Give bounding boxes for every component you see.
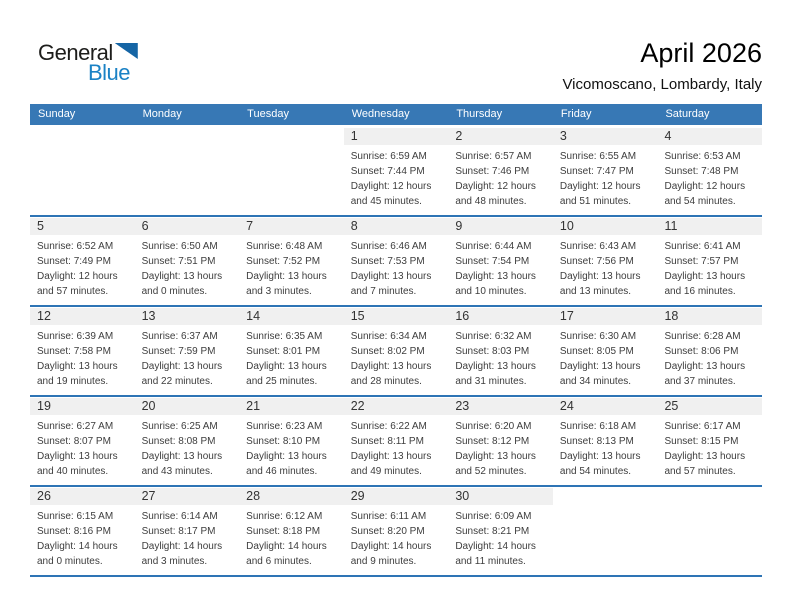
sunrise-text: Sunrise: 6:44 AM: [455, 241, 532, 252]
day-details: [448, 505, 553, 569]
day-number: 28: [239, 488, 344, 505]
day-cell-25: [657, 397, 762, 485]
day-number: 14: [239, 308, 344, 325]
daylight-text-line1: Daylight: 13 hours: [141, 451, 223, 462]
daylight-text-line2: and 11 minutes.: [455, 556, 526, 567]
weekday-header-sunday: Sunday: [38, 108, 76, 120]
day-cell-8: [344, 217, 449, 305]
sunset-text: Sunset: 8:18 PM: [246, 526, 321, 537]
day-number: 9: [448, 218, 553, 235]
sunset-text: Sunset: 8:17 PM: [141, 526, 216, 537]
sunrise-text: Sunrise: 6:28 AM: [664, 331, 741, 342]
day-details: [30, 415, 135, 479]
day-cell-18: [657, 307, 762, 395]
sunrise-text: Sunrise: 6:35 AM: [246, 331, 323, 342]
sunset-text: Sunset: 7:52 PM: [246, 256, 321, 267]
day-number: 3: [553, 128, 658, 145]
weekday-header-monday: Monday: [142, 108, 182, 120]
title-block: [562, 38, 762, 93]
day-cell-9: [448, 217, 553, 305]
day-cell-2: [448, 127, 553, 215]
logo-text-blue: Blue: [88, 60, 131, 85]
daylight-text-line2: and 0 minutes.: [141, 286, 208, 297]
daylight-text-line1: Daylight: 12 hours: [455, 181, 536, 192]
day-details: [135, 325, 240, 389]
day-number: 15: [344, 308, 449, 325]
sunset-text: Sunset: 7:51 PM: [141, 256, 216, 267]
day-cell-7: [239, 217, 344, 305]
weekday-header-friday: Friday: [560, 108, 592, 120]
weekday-header-tuesday: Tuesday: [247, 108, 289, 120]
sunset-text: Sunset: 7:54 PM: [455, 256, 530, 267]
sunrise-text: Sunrise: 6:18 AM: [559, 421, 637, 432]
day-details: [239, 235, 344, 299]
sunset-text: Sunset: 8:16 PM: [37, 526, 111, 537]
daylight-text-line1: Daylight: 13 hours: [37, 451, 118, 462]
daylight-text-line2: and 46 minutes.: [246, 466, 318, 477]
sunrise-text: Sunrise: 6:43 AM: [559, 241, 637, 252]
day-cell-22: [344, 397, 449, 485]
sunrise-text: Sunrise: 6:30 AM: [559, 331, 637, 342]
weekday-header-saturday: Saturday: [665, 108, 710, 120]
sunset-text: Sunset: 8:13 PM: [559, 436, 634, 447]
daylight-text-line1: Daylight: 14 hours: [37, 541, 118, 552]
day-cell-empty: [239, 127, 344, 215]
day-details: [657, 145, 762, 209]
calendar: [30, 104, 762, 577]
day-number: 13: [135, 308, 240, 325]
daylight-text-line2: and 45 minutes.: [350, 196, 422, 207]
day-cell-4: [657, 127, 762, 215]
sunset-text: Sunset: 7:44 PM: [350, 166, 425, 177]
sunset-text: Sunset: 7:58 PM: [37, 346, 111, 357]
day-details: [553, 145, 658, 209]
daylight-text-line2: and 54 minutes.: [559, 466, 632, 477]
day-number: 18: [657, 308, 762, 325]
day-details: [448, 325, 553, 389]
day-cell-15: [344, 307, 449, 395]
daylight-text-line2: and 19 minutes.: [37, 376, 109, 387]
day-number: 10: [553, 218, 658, 235]
day-number: 25: [657, 398, 762, 415]
day-number: 20: [135, 398, 240, 415]
day-details: [135, 235, 240, 299]
week-row: [30, 215, 762, 305]
calendar-grid: [30, 125, 762, 575]
day-number: 4: [657, 128, 762, 145]
day-cell-1: [344, 127, 449, 215]
sunset-text: Sunset: 8:06 PM: [664, 346, 739, 357]
sunrise-text: Sunrise: 6:25 AM: [141, 421, 218, 432]
sunset-text: Sunset: 7:46 PM: [455, 166, 530, 177]
day-number: 1: [344, 128, 449, 145]
daylight-text-line2: and 7 minutes.: [350, 286, 417, 297]
daylight-text-line2: and 16 minutes.: [664, 286, 736, 297]
daylight-text-line2: and 57 minutes.: [37, 286, 109, 297]
sunrise-text: Sunrise: 6:46 AM: [350, 241, 427, 252]
day-details: [657, 235, 762, 299]
daylight-text-line1: Daylight: 13 hours: [350, 451, 432, 462]
day-cell-30: [448, 487, 553, 575]
weekday-header-row: [30, 104, 762, 125]
day-number: 24: [553, 398, 658, 415]
daylight-text-line2: and 49 minutes.: [350, 466, 422, 477]
daylight-text-line2: and 37 minutes.: [664, 376, 736, 387]
day-details: [344, 505, 449, 569]
sunrise-text: Sunrise: 6:39 AM: [37, 331, 114, 342]
day-cell-empty: [135, 127, 240, 215]
day-cell-10: [553, 217, 658, 305]
sunrise-text: Sunrise: 6:52 AM: [37, 241, 114, 252]
day-cell-11: [657, 217, 762, 305]
sunrise-text: Sunrise: 6:41 AM: [664, 241, 741, 252]
page-header: [0, 0, 792, 104]
sunrise-text: Sunrise: 6:32 AM: [455, 331, 532, 342]
daylight-text-line2: and 6 minutes.: [246, 556, 312, 567]
daylight-text-line1: Daylight: 13 hours: [559, 451, 641, 462]
day-cell-21: [239, 397, 344, 485]
week-row: [30, 485, 762, 575]
daylight-text-line1: Daylight: 13 hours: [141, 271, 223, 282]
day-cell-28: [239, 487, 344, 575]
day-cell-26: [30, 487, 135, 575]
sunrise-text: Sunrise: 6:59 AM: [350, 151, 427, 162]
day-number: 8: [344, 218, 449, 235]
daylight-text-line1: Daylight: 13 hours: [559, 271, 641, 282]
weekday-header-thursday: Thursday: [456, 108, 503, 120]
sunset-text: Sunset: 8:03 PM: [455, 346, 530, 357]
daylight-text-line1: Daylight: 13 hours: [664, 451, 746, 462]
sunset-text: Sunset: 8:01 PM: [246, 346, 321, 357]
sunset-text: Sunset: 8:05 PM: [559, 346, 634, 357]
daylight-text-line2: and 3 minutes.: [246, 286, 312, 297]
day-number: 5: [30, 218, 135, 235]
day-cell-3: [553, 127, 658, 215]
sunrise-text: Sunrise: 6:55 AM: [559, 151, 637, 162]
daylight-text-line2: and 40 minutes.: [37, 466, 109, 477]
sunset-text: Sunset: 8:11 PM: [350, 436, 424, 447]
sunset-text: Sunset: 8:07 PM: [37, 436, 111, 447]
day-cell-20: [135, 397, 240, 485]
daylight-text-line2: and 57 minutes.: [664, 466, 736, 477]
day-number: 22: [344, 398, 449, 415]
page-title: April 2026: [640, 38, 762, 68]
daylight-text-line1: Daylight: 13 hours: [455, 271, 536, 282]
day-number: 7: [239, 218, 344, 235]
daylight-text-line1: Daylight: 14 hours: [141, 541, 223, 552]
day-number: 19: [30, 398, 135, 415]
daylight-text-line1: Daylight: 13 hours: [37, 361, 118, 372]
daylight-text-line1: Daylight: 12 hours: [559, 181, 641, 192]
sunset-text: Sunset: 8:12 PM: [455, 436, 530, 447]
logo: [38, 40, 138, 86]
daylight-text-line1: Daylight: 13 hours: [246, 271, 327, 282]
day-details: [344, 325, 449, 389]
day-cell-24: [553, 397, 658, 485]
day-details: [553, 325, 658, 389]
daylight-text-line2: and 34 minutes.: [559, 376, 632, 387]
day-details: [448, 145, 553, 209]
sunrise-text: Sunrise: 6:17 AM: [664, 421, 741, 432]
day-details: [657, 415, 762, 479]
sunrise-text: Sunrise: 6:12 AM: [246, 511, 323, 522]
sunrise-text: Sunrise: 6:23 AM: [246, 421, 323, 432]
sunset-text: Sunset: 7:53 PM: [350, 256, 425, 267]
sunrise-text: Sunrise: 6:57 AM: [455, 151, 532, 162]
daylight-text-line2: and 51 minutes.: [559, 196, 632, 207]
week-row: [30, 125, 762, 215]
daylight-text-line2: and 31 minutes.: [455, 376, 527, 387]
day-cell-17: [553, 307, 658, 395]
sunrise-text: Sunrise: 6:48 AM: [246, 241, 323, 252]
daylight-text-line1: Daylight: 13 hours: [455, 451, 536, 462]
day-cell-19: [30, 397, 135, 485]
day-details: [448, 235, 553, 299]
daylight-text-line2: and 13 minutes.: [559, 286, 632, 297]
sunset-text: Sunset: 8:02 PM: [350, 346, 425, 357]
sunrise-text: Sunrise: 6:09 AM: [455, 511, 532, 522]
day-cell-29: [344, 487, 449, 575]
day-details: [657, 325, 762, 389]
day-cell-empty: [657, 487, 762, 575]
sunset-text: Sunset: 7:47 PM: [559, 166, 634, 177]
daylight-text-line2: and 25 minutes.: [246, 376, 318, 387]
day-cell-6: [135, 217, 240, 305]
daylight-text-line1: Daylight: 13 hours: [350, 361, 432, 372]
day-number: 23: [448, 398, 553, 415]
day-details: [135, 415, 240, 479]
day-cell-14: [239, 307, 344, 395]
day-details: [553, 415, 658, 479]
day-details: [30, 505, 135, 569]
daylight-text-line1: Daylight: 13 hours: [350, 271, 432, 282]
sunset-text: Sunset: 7:48 PM: [664, 166, 739, 177]
day-details: [344, 145, 449, 209]
day-details: [344, 415, 449, 479]
day-details: [30, 325, 135, 389]
sunrise-text: Sunrise: 6:53 AM: [664, 151, 741, 162]
logo-triangle-icon: [115, 43, 138, 59]
daylight-text-line1: Daylight: 13 hours: [455, 361, 536, 372]
daylight-text-line1: Daylight: 13 hours: [246, 361, 327, 372]
day-number: 27: [135, 488, 240, 505]
day-number: 6: [135, 218, 240, 235]
day-cell-12: [30, 307, 135, 395]
daylight-text-line2: and 3 minutes.: [141, 556, 208, 567]
daylight-text-line2: and 10 minutes.: [455, 286, 527, 297]
day-number: 2: [448, 128, 553, 145]
daylight-text-line2: and 0 minutes.: [37, 556, 103, 567]
sunrise-text: Sunrise: 6:15 AM: [37, 511, 114, 522]
daylight-text-line1: Daylight: 13 hours: [664, 361, 746, 372]
daylight-text-line1: Daylight: 14 hours: [246, 541, 327, 552]
day-number: 17: [553, 308, 658, 325]
daylight-text-line2: and 54 minutes.: [664, 196, 736, 207]
daylight-text-line2: and 48 minutes.: [455, 196, 527, 207]
daylight-text-line2: and 22 minutes.: [141, 376, 213, 387]
daylight-text-line1: Daylight: 14 hours: [350, 541, 432, 552]
daylight-text-line1: Daylight: 12 hours: [37, 271, 118, 282]
daylight-text-line1: Daylight: 12 hours: [350, 181, 432, 192]
day-cell-16: [448, 307, 553, 395]
daylight-text-line1: Daylight: 13 hours: [141, 361, 223, 372]
day-details: [239, 505, 344, 569]
day-cell-5: [30, 217, 135, 305]
day-cell-13: [135, 307, 240, 395]
sunset-text: Sunset: 8:20 PM: [350, 526, 425, 537]
week-row: [30, 305, 762, 395]
day-cell-23: [448, 397, 553, 485]
day-number: 26: [30, 488, 135, 505]
day-details: [448, 415, 553, 479]
day-number: 21: [239, 398, 344, 415]
day-number: 12: [30, 308, 135, 325]
daylight-text-line1: Daylight: 12 hours: [664, 181, 746, 192]
sunrise-text: Sunrise: 6:50 AM: [141, 241, 218, 252]
sunset-text: Sunset: 7:59 PM: [141, 346, 216, 357]
daylight-text-line1: Daylight: 14 hours: [455, 541, 536, 552]
day-details: [135, 505, 240, 569]
logo-text-general: General: [38, 40, 113, 65]
sunrise-text: Sunrise: 6:22 AM: [350, 421, 427, 432]
day-details: [553, 235, 658, 299]
day-details: [239, 415, 344, 479]
day-number: 16: [448, 308, 553, 325]
day-number: 30: [448, 488, 553, 505]
day-cell-empty: [30, 127, 135, 215]
sunset-text: Sunset: 8:10 PM: [246, 436, 321, 447]
sunrise-text: Sunrise: 6:27 AM: [37, 421, 114, 432]
day-cell-empty: [553, 487, 658, 575]
sunset-text: Sunset: 7:57 PM: [664, 256, 739, 267]
page-location: Vicomoscano, Lombardy, Italy: [562, 76, 762, 93]
day-details: [30, 235, 135, 299]
daylight-text-line2: and 43 minutes.: [141, 466, 213, 477]
sunset-text: Sunset: 8:08 PM: [141, 436, 216, 447]
day-number: 29: [344, 488, 449, 505]
sunrise-text: Sunrise: 6:20 AM: [455, 421, 532, 432]
daylight-text-line2: and 52 minutes.: [455, 466, 527, 477]
daylight-text-line2: and 28 minutes.: [350, 376, 422, 387]
sunrise-text: Sunrise: 6:34 AM: [350, 331, 427, 342]
sunrise-text: Sunrise: 6:11 AM: [350, 511, 427, 522]
weekday-header-wednesday: Wednesday: [351, 108, 410, 120]
daylight-text-line1: Daylight: 13 hours: [559, 361, 641, 372]
day-cell-27: [135, 487, 240, 575]
sunset-text: Sunset: 7:56 PM: [559, 256, 634, 267]
daylight-text-line2: and 9 minutes.: [350, 556, 417, 567]
daylight-text-line1: Daylight: 13 hours: [246, 451, 327, 462]
daylight-text-line1: Daylight: 13 hours: [664, 271, 746, 282]
sunset-text: Sunset: 7:49 PM: [37, 256, 111, 267]
sunrise-text: Sunrise: 6:14 AM: [141, 511, 218, 522]
day-number: 11: [657, 218, 762, 235]
day-details: [344, 235, 449, 299]
sunset-text: Sunset: 8:15 PM: [664, 436, 739, 447]
day-details: [239, 325, 344, 389]
sunrise-text: Sunrise: 6:37 AM: [141, 331, 218, 342]
sunset-text: Sunset: 8:21 PM: [455, 526, 530, 537]
week-row: [30, 395, 762, 485]
